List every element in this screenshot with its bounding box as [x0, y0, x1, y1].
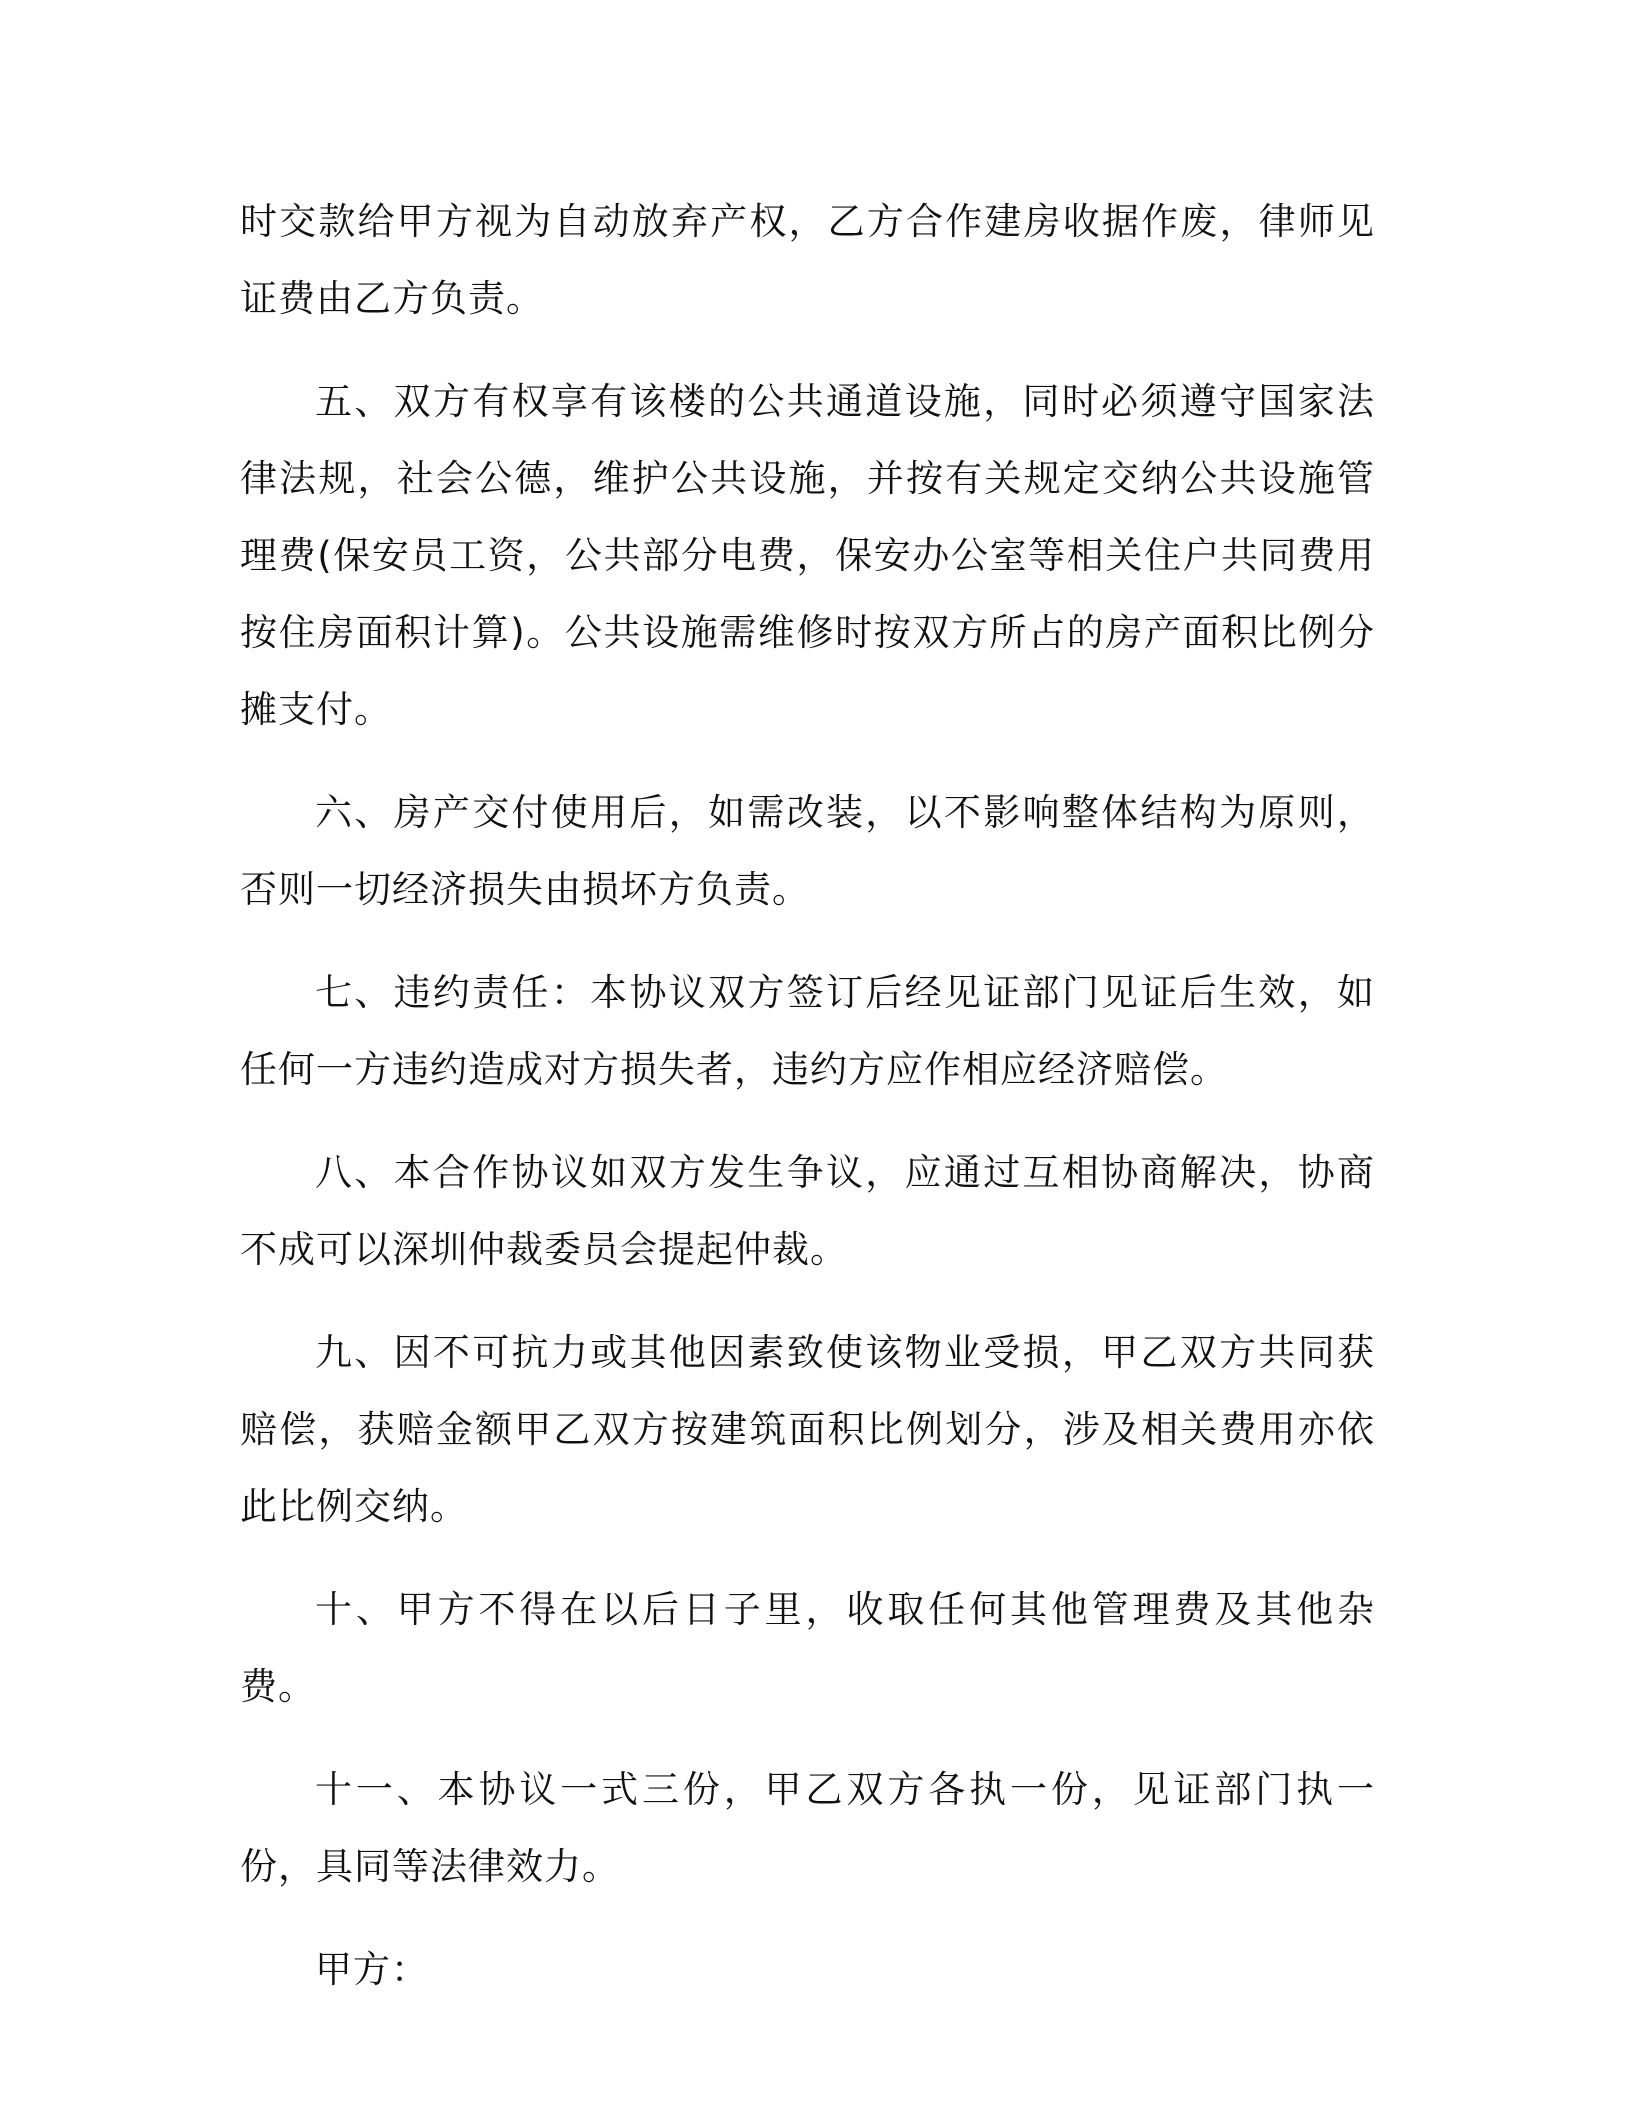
- paragraph-clause-6: 六、房产交付使用后，如需改装，以不影响整体结构为原则，否则一切经济损失由损坏方负责。: [240, 791, 1375, 911]
- document-body: [240, 183, 1375, 2034]
- paragraph-clause-5: 五、双方有权享有该楼的公共通道设施，同时必须遵守国家法律法规，社会公德，维护公共设施，并按有关规定交纳公共设施管理费(保安员工资，公共部分电费，保安办公室等相关住户共同费用按住房面积计算)。公共设施需维修时按双方所占的房产面积比例分摊支付。: [240, 380, 1375, 731]
- paragraph-clause-10: 十、甲方不得在以后日子里，收取任何其他管理费及其他杂费。: [240, 1588, 1375, 1708]
- signature-party-a-label: 甲方：: [315, 1948, 429, 1991]
- paragraph-clause-8: 八、本合作协议如双方发生争议，应通过互相协商解决，协商不成可以深圳仲裁委员会提起仲裁。: [240, 1151, 1375, 1271]
- paragraph-clause-9: 九、因不可抗力或其他因素致使该物业受损，甲乙双方共同获赔偿，获赔金额甲乙双方按建筑面积比例划分，涉及相关费用亦依此比例交纳。: [240, 1331, 1375, 1528]
- paragraph-clause-7: 七、违约责任：本协议双方签订后经见证部门见证后生效，如任何一方违约造成对方损失者，违约方应作相应经济赔偿。: [240, 971, 1375, 1091]
- paragraph-clause-11: 十一、本协议一式三份，甲乙双方各执一份，见证部门执一份，具同等法律效力。: [240, 1768, 1375, 1888]
- paragraph-continuation: 时交款给甲方视为自动放弃产权，乙方合作建房收据作废，律师见证费由乙方负责。: [240, 200, 1375, 320]
